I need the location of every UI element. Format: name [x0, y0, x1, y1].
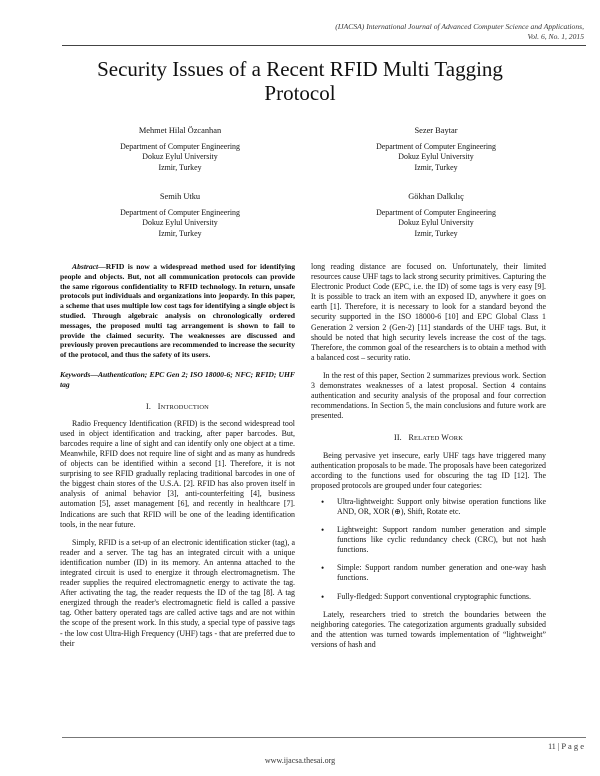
author-city: Izmir, Turkey — [414, 162, 458, 172]
section-title-initial: R — [408, 433, 415, 443]
list-item-text: Fully-fledged: Support conventional cryptographic functions. — [337, 591, 531, 601]
list-item — [321, 592, 546, 602]
author-university: Dokuz Eylul University — [142, 152, 218, 161]
author-name: Gökhan Dalkılıç — [408, 192, 464, 201]
section-title-initial-2: W — [441, 433, 449, 443]
section-number: II. — [393, 433, 402, 443]
author-department: Department of Computer Engineering — [376, 207, 496, 217]
paper-title — [40, 57, 560, 105]
page-label: P a g e — [561, 741, 584, 751]
author-university: Dokuz Eylul University — [142, 218, 218, 227]
title-line-1: Security Issues of a Recent RFID Multi Tagging — [97, 57, 503, 81]
abstract-text: —RFID is now a widespread method used for identifying people and objects. But, not all communication protocols can provide the same rigorous confidentiality to RFID technology. In return, unsafe protocols put individuals and organizations into jeopardy. In this paper, a scheme that uses multiple low cost tags for identifying a single object is studied. Through algebraic analysis on chronologically ordered messages, the proposed multi tag arrangement is shown to fail to provide the claimed security. The weaknesses are discussed and previously proven precautions are recommended to increase the security of the protocol, and thus the safety of its users. — [60, 262, 295, 360]
author-department: Department of Computer Engineering — [376, 141, 496, 151]
body-paragraph-continued: long reading distance are focused on. Unfortunately, their limited resources cause UHF tags to lack strong security primitives. Capturing the Electronic Product Code (EPC, i.e. the ID) of some tags is very easy [9]. It is possible to track an item with an exposed ID, anywhere it goes on earth [1]. Therefore, it is necessary to look for a standard beyond the security supported in the ISO 18000-6 [10] and EPC Global Class 1 Generation 2 version 2 (Gen-2) [11] standards of the UHF tags. But, it should be noted that high security levels increase the cost of the tags. Therefore, the common goal of the researchers is to obtain a method with a balanced cost – security ratio. — [311, 262, 546, 362]
category-list — [321, 497, 546, 602]
bullet-icon: • — [321, 591, 325, 602]
author-name: Mehmet Hilal Özcanhan — [138, 126, 222, 135]
right-column — [311, 262, 546, 652]
author-city: Izmir, Turkey — [158, 162, 202, 172]
keywords: Keywords—Authentication; EPC Gen 2; ISO 18000-6; NFC; RFID; UHF tag — [60, 369, 295, 389]
intro-paragraph-1: Radio Frequency Identification (RFID) is the second widespread tool used in object identification and tracking, after paper barcodes. But, barcodes require a line of sight and can identify only one object at a time. Meanwhile, RFID does not require line of sight and as many as hundreds of objects can be identified within a second [1]. Therefore, it is not surprising to see RFID gradually replacing traditional barcodes in one of the biggest chain stores of the U.S.A. [2]. RFID has also proven itself in analysis of animal behavior [3], anti-counterfeiting [4], business automation [5], asset management [6], and recently in healthcare [7]. Indications are such that RFID will be one of the leading identification tools, in the near future. — [60, 418, 295, 529]
section-number: I. — [146, 401, 152, 411]
author-block-4 — [316, 192, 556, 239]
section-title-rest: NTRODUCTION — [160, 403, 209, 411]
list-item — [321, 497, 546, 517]
author-department: Department of Computer Engineering — [120, 141, 240, 151]
journal-name: (IJACSA) International Journal of Advanced Computer Science and Applications, — [335, 22, 584, 31]
list-item-text: Ultra-lightweight: Support only bitwise operation functions like AND, OR, XOR (⊕), Shift, Rotate etc. — [337, 496, 546, 516]
bullet-icon: • — [321, 563, 325, 574]
author-block-1 — [60, 126, 300, 173]
author-city: Izmir, Turkey — [414, 228, 458, 238]
section-heading-related-work — [311, 433, 546, 444]
journal-header — [184, 22, 584, 42]
abstract — [60, 262, 295, 360]
section-title-part: ELATED — [414, 435, 442, 443]
section-title-rest: ORK — [448, 435, 464, 443]
author-department: Department of Computer Engineering — [120, 207, 240, 217]
author-name: Sezer Baytar — [414, 126, 458, 135]
title-line-2: Protocol — [264, 81, 336, 105]
body-paragraph-outline: In the rest of this paper, Section 2 summarizes previous work. Section 3 demonstrates weaknesses of a latest proposal. Section 4 contains authentication and security analysis of the proposal and four correction recommendations. In Section 5, the main conclusions and future work are presented. — [311, 370, 546, 421]
related-work-intro: Being pervasive yet insecure, early UHF tags have triggered many authentication proposals to be made. The proposals have been categorized according to the functions used for obscuring the tag ID [12]. The proposed protocols are grouped under four categories: — [311, 450, 546, 490]
abstract-label: Abstract — [72, 262, 99, 271]
author-block-3 — [60, 192, 300, 239]
left-column — [60, 262, 295, 651]
bullet-icon: • — [321, 496, 325, 507]
section-heading-introduction — [60, 402, 295, 413]
section-title-initial: I — [157, 401, 161, 411]
page-number-value: 11 — [548, 742, 556, 751]
footer-url: www.ijacsa.thesai.org — [264, 756, 336, 765]
footer-rule — [62, 737, 586, 738]
author-university: Dokuz Eylul University — [398, 218, 474, 227]
list-item — [321, 563, 546, 583]
list-item — [321, 525, 546, 555]
intro-paragraph-2: Simply, RFID is a set-up of an electronic identification sticker (tag), a reader and a server. The tag has an integrated circuit with a unique identification number (ID) in its memory. An antenna attached to the integrated circuit is used to energize it through electromagnetism. The reader supplies the required electromagnetic energy to activate the tag. After activating the tag, the reader requests the ID of the tag [8]. A tag energized through the reader's electromagnetic field is called a passive tag. Other battery operated tags are called active tags and are not within the scope of the present work. In this study, a special type of passive tags - the low cost Ultra-High Frequency (UHF) tags - that are preferred due to their — [60, 537, 295, 648]
journal-volume: Vol. 6, No. 1, 2015 — [527, 32, 584, 41]
page-number: 11 | P a g e — [548, 741, 584, 751]
bullet-icon: • — [321, 525, 325, 536]
author-block-2 — [316, 126, 556, 173]
list-item-text: Simple: Support random number generation and one-way hash functions. — [337, 563, 546, 583]
author-university: Dokuz Eylul University — [398, 152, 474, 161]
author-name: Semih Utku — [159, 192, 201, 201]
header-rule — [62, 45, 586, 46]
list-item-text: Lightweight: Support random number generation and simple functions like cyclic redundancy check (CRC), but not hash functions. — [337, 525, 546, 555]
author-city: Izmir, Turkey — [158, 228, 202, 238]
related-work-closing: Lately, researchers tried to stretch the boundaries between the neighboring categories. The categorization arguments gradually subsided and the attention was turned towards implementation of “lightweight” versions of hash and — [311, 609, 546, 649]
